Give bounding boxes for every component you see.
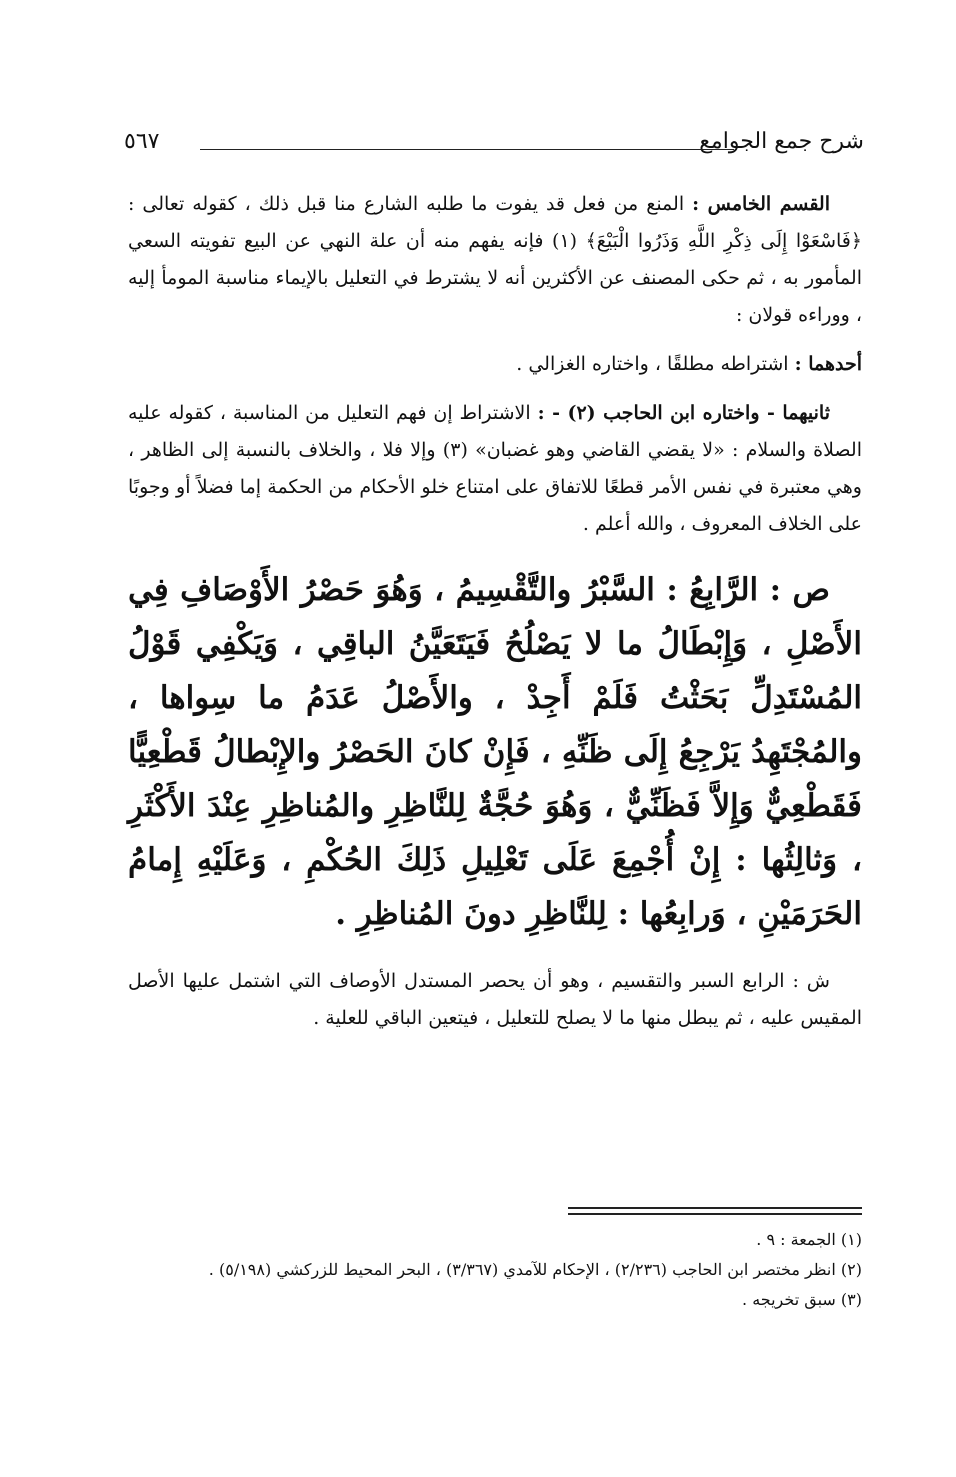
header-rule [200,149,734,150]
footnote-2: (٢) انظر مختصر ابن الحاجب (٢/٢٣٦) ، الإحكام للآمدي (٣/٣٦٧) ، البحر المحيط للزركشي (٥/١٩٨) . [208,1260,862,1279]
separator-line [568,1207,862,1209]
paragraph-text: المنع من فعل قد يفوت ما طلبه الشارع منا قبل ذلك ، كقوله تعالى : ﴿فَاسْعَوْا إِلَى ذِكْرِ اللَّهِ وَذَرُوا الْبَيْعَ﴾ (١) فإنه يفهم منه أن علة النهي عن البيع تفويته السعي المأمور به ، ثم حكى المصنف عن الأكثرين أنه لا يشترط في التعليل بالإيماء مناسبة المومأ إليه ، ووراءه قولان : [128,193,862,326]
footnote-1: (١) الجمعة : ٩ . [756,1230,862,1249]
paragraph-second-opinion [128,395,862,543]
paragraph-lead: أحدهما : [794,353,862,375]
paragraph-text: اشتراطه مطلقًا ، واختاره الغزالي . [516,353,795,375]
matn-paragraph: ص : الرَّابِعُ : السَّبْرُ والتَّقْسِيمُ ، وَهُوَ حَصْرُ الأَوْصَافِ فِي الأَصْلِ ، وَإِبْطَالُ ما لا يَصْلُحُ فَيَتَعَيَّنُ الباقِي ، وَيَكْفِي قَوْلُ المُسْتَدِلِّ بَحَثْتُ فَلَمْ أَجِدْ ، والأَصْلُ عَدَمُ ما سِواها ، والمُجْتَهِدُ يَرْجِعُ إِلَى ظَنِّهِ ، فَإِنْ كانَ الحَصْرُ والإِبْطالُ قَطْعِيًّا فَقَطْعِيٌّ وَإِلاَّ فَظَنِّيٌّ ، وَهُوَ حُجَّةٌ لِلنَّاظِرِ والمُناظِرِ عِنْدَ الأَكْثَرِ ، وَثالِثُها : إِنْ أُجْمِعَ عَلَى تَعْلِيلِ ذَلِكَ الحُكْمِ ، وَعَلَيْهِ إِمامُ الحَرَمَيْنِ ، وَرابِعُها : لِلنَّاظِرِ دونَ المُناظِرِ . [128,572,862,932]
running-header [124,122,864,162]
paragraph-fifth-division [128,186,862,334]
running-title: شرح جمع الجوامع [699,129,864,154]
main-text [128,186,862,1049]
footnote-separator [568,1207,862,1215]
paragraph-text: الاشتراط إن فهم التعليل من المناسبة ، كقوله عليه الصلاة والسلام : «لا يقضي القاضي وهو غضبان» (٣) وإلا فلا ، والخلاف بالنسبة إلى الظاهر ، وهي معتبرة في نفس الأمر قطعًا للاتفاق على امتناع خلو الأحكام من الحكمة إما فضلاً أو وجوبًا على الخلاف المعروف ، والله أعلم . [128,402,862,535]
paragraph-lead: القسم الخامس : [692,193,831,215]
footnotes [128,1225,862,1315]
paragraph-first-opinion [128,346,862,383]
separator-line [568,1213,862,1215]
sharh-paragraph: ش : الرابع السبر والتقسيم ، وهو أن يحصر المستدل الأوصاف التي اشتمل عليها الأصل المقيس عليه ، ثم يبطل منها ما لا يصلح للتعليل ، فيتعين الباقي للعلية . [128,970,862,1029]
page-number: ٥٦٧ [124,129,160,154]
paragraph-lead: ثانيهما - واختاره ابن الحاجب (٢) - : [537,402,830,424]
footnote-3: (٣) سبق تخريجه . [742,1290,862,1309]
